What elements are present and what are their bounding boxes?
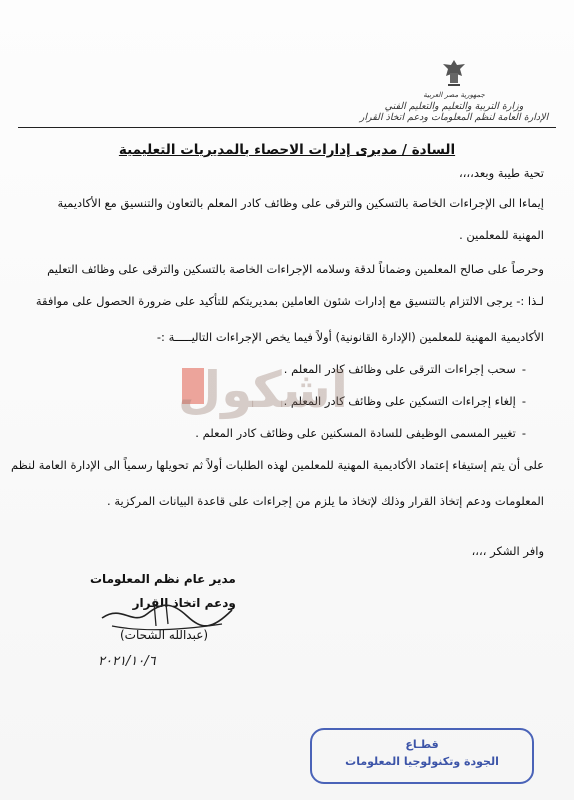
greeting: تحية طيبة وبعد،،،، xyxy=(458,166,544,180)
eagle-emblem-icon xyxy=(440,58,468,88)
letterhead-line: الإدارة العامة لنظم المعلومات ودعم اتخاذ القرار xyxy=(359,112,549,123)
paragraph-line: على أن يتم إستيفاء إعتماد الأكاديمية المهنية للمعلمين لهذه الطلبات أولاً ثم تحويلها رسمياً الى الإدارة العامة لنظم xyxy=(11,458,544,472)
list-item-text: إلغاء إجراءات التسكين على وظائف كادر المعلم . xyxy=(283,394,516,408)
letterhead-line: جمهورية مصر العربية xyxy=(423,91,485,99)
letterhead-line: وزارة التربية والتعليم والتعليم الفني xyxy=(384,101,524,112)
paragraph-line: لـذا :- يرجى الالتزام بالتنسيق مع إدارات شئون العاملين بمديريتكم للتأكيد على ضرورة الحصول على موافقة xyxy=(35,294,544,308)
stamp-line: قطـاع xyxy=(405,738,439,751)
signatory-name: (عبدالله الشحات) xyxy=(120,628,209,642)
header-divider xyxy=(18,127,556,128)
signatory-title-line: ودعم اتخاذ القرار xyxy=(132,596,236,610)
list-item: -سحب إجراءات الترقى على وظائف كادر المعلم . xyxy=(283,362,526,376)
closing: وافر الشكر ،،،، xyxy=(471,544,544,558)
document-date: ٢٠٢١/١٠/٦ xyxy=(98,654,156,669)
paragraph-line: المهنية للمعلمين . xyxy=(459,228,544,242)
list-item-text: تغيير المسمى الوظيفى للسادة المسكنين على وظائف كادر المعلم . xyxy=(195,426,516,440)
paragraph-line: وحرصاً على صالح المعلمين وضماناً لدقة وسلامه الإجراءات الخاصة بالتسكين والترقى على وظائف التعليم xyxy=(47,262,544,276)
list-item: -إلغاء إجراءات التسكين على وظائف كادر المعلم . xyxy=(283,394,526,408)
paragraph-line: الأكاديمية المهنية للمعلمين (الإدارة القانونية) أولاً فيما يخص الإجراءات التاليـــــة :- xyxy=(156,330,544,344)
stamp-line: الجودة وتكنولوجيا المعلومات xyxy=(345,755,499,768)
paragraph-line: إيماءا الى الإجراءات الخاصة بالتسكين والترقى على وظائف كادر المعلم بالتعاون والتنسيق مع الأكاديمية xyxy=(57,196,544,210)
letter-title: السادة / مديرى إدارات الاحصاء بالمديريات التعليمية xyxy=(118,142,456,158)
department-stamp xyxy=(310,728,534,784)
list-item-text: سحب إجراءات الترقى على وظائف كادر المعلم . xyxy=(283,362,516,376)
watermark: اشكول xyxy=(177,361,348,419)
list-item: -تغيير المسمى الوظيفى للسادة المسكنين على وظائف كادر المعلم . xyxy=(195,426,526,440)
paragraph-line: المعلومات ودعم إتخاذ القرار وذلك لإتخاذ ما يلزم من إجراءات على قاعدة البيانات المركزية . xyxy=(107,494,544,508)
signatory-title-line: مدير عام نظم المعلومات xyxy=(90,572,236,586)
letterhead xyxy=(354,90,554,123)
